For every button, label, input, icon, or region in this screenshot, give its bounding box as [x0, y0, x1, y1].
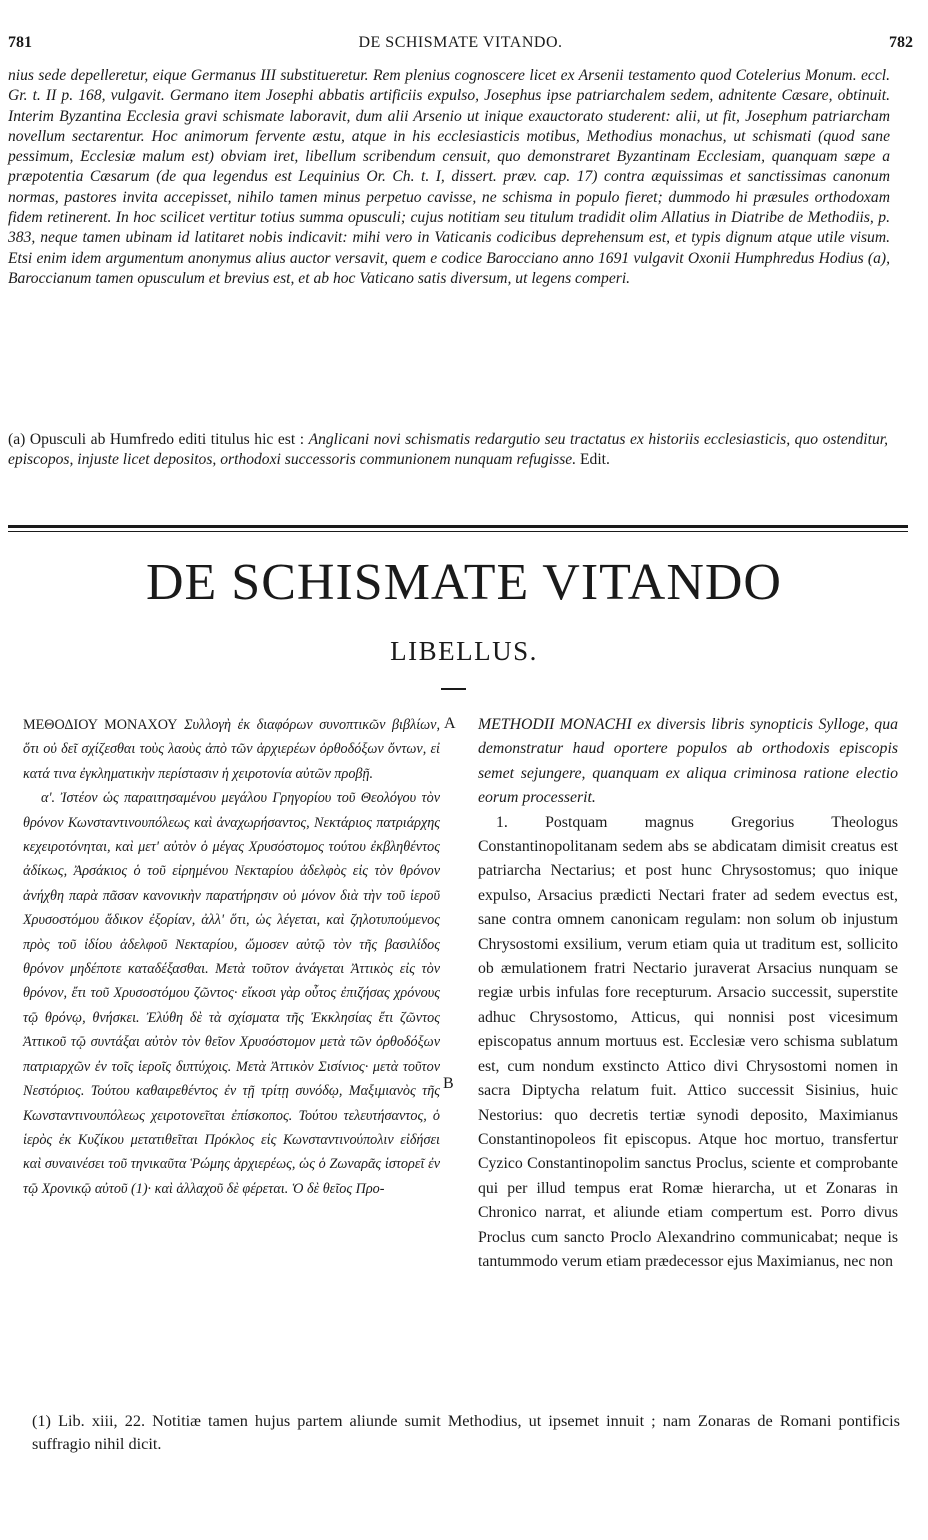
greek-column — [23, 713, 440, 1201]
page-number-right: 782 — [889, 34, 913, 51]
divider-thick — [8, 525, 908, 528]
running-title: DE SCHISMATE VITANDO. — [358, 34, 563, 51]
greek-heading-name: ΜΕΘΟΔΙΟΥ ΜΟΝΑΧΟΥ — [23, 717, 178, 733]
note-tail: Edit. — [576, 451, 610, 469]
running-header — [8, 34, 913, 56]
divider-thin — [8, 531, 908, 532]
greek-heading-rest: Συλλογὴ ἐκ διαφόρων συνοπτικῶν βιβλίων, ὅτι οὐ δεῖ σχίζεσθαι τοὺς λαοὺς ἀπὸ τῶν ἀρχιερέων ὀρθοδόξων ὄντων, εἰ κατά τινα ἐγκληματικὴν περίστασιν ἡ χειροτονία αὐτῶν προβῇ. — [23, 717, 440, 782]
page-number-left: 781 — [8, 34, 32, 51]
latin-heading: METHODII MONACHI ex diversis libris synopticis Sylloge, qua demonstratur haud oportere populos ab orthodoxis episcopis semet sejungere, quanquam ex aliqua criminosa ratione electio eorum processerit. — [478, 716, 898, 807]
note-lead: (a) Opusculi ab Humfredo editi titulus hic est : — [8, 431, 309, 448]
latin-column — [478, 713, 898, 1274]
margin-marker-a: A — [444, 715, 456, 732]
subtitle: LIBELLUS. — [390, 636, 538, 666]
note-title: Anglicani novi schismatis redargutio seu tractatus ex historiis ecclesiasticis, quo ostenditur, episcopos, injuste licet depositos, orthodoxi successoris communionem nunquam refugisse. — [8, 431, 888, 469]
greek-heading — [23, 713, 440, 786]
editor-note — [8, 430, 888, 470]
footnote: (1) Lib. xiii, 22. Notitiæ tamen hujus partem aliunde sumit Methodius, ut ipsemet innuit ; nam Zonaras de Romani pontificis suffragio nihil dicit. — [32, 1411, 900, 1453]
title-dash — [441, 688, 466, 690]
intro-paragraph: nius sede depelleretur, eique Germanus III substitueretur. Rem plenius cognoscere licet ex Arsenii testamento quod Cotelerius Monum. eccl. Gr. t. II p. 168, vulgavit. Germano item Josephi abbatis artificiis expulso, Josephus ipse patriarchalem sedem, adnitente Cæsare, obtinuit. Interim Byzantina Ecclesia gravi schismate laboravit, dum alii Arsenio ut inique exauctorato studerent: alii, ut fit, Josephum patriarcham novellum sectarentur. Hoc animorum fervente æstu, atque in his ecclesiasticis motibus, Methodius monachus, ut schismati (quod sane pessimum, Ecclesiæ malum est) obviam iret, libellum scribendum censuit, quo demonstraret Byzantinam Ecclesiam, quanquam sæpe a præpotentia Cæsarum (de qua legendus est Lequinius Or. Ch. t. I, dissert. præv. cap. 17) contra æquissimas et sanctissimas canonum normas, pastores invita accepisset, nihilo tamen minus perpetuo cavisse, ne schisma in populo fieret; dummodo hi præsules orthodoxam fidem retinerent. In hoc scilicet vertitur totius summa opusculi; cujus notitiam seu titulum tradidit olim Allatius in Diatribe de Methodiis, p. 383, neque tamen ubinam id latitaret nobis indicavit: mihi vero in Vaticanis codicibus deprehensum est, et typis dignum atque utile visum. Etsi enim idem argumentum anonymus alius auctor versavit, quem e codice Barocciano anno 1691 vulgavit Oxonii Humphredus Hodius (a), Baroccianum tamen opusculum et brevius est, et ab hoc Vaticano satis diversum, ut legens comperi. — [8, 67, 890, 287]
greek-body: α'. Ἰστέον ὡς παραιτησαμένου μεγάλου Γρηγορίου τοῦ Θεολόγου τὸν θρόνον Κωνσταντινουπόλεως καὶ ἀναχωρήσαντος, Νεκτάριος πατριάρχης κεχειροτόνηται, καὶ μετ' αὐτὸν ὁ μέγας Χρυσόστομος τούτου ἐκβληθέντος ἀδίκως, Ἀρσάκιος ὁ τοῦ εἰρημένου Νεκταρίου ἀδελφὸς εἰς τὸν θρόνον ἀνήχθη παρὰ πᾶσαν κανονικὴν παρατήρησιν οὐ μόνον διὰ τὴν τοῦ ἱεροῦ Χρυσοστόμου ἄδικον ἐξορίαν, ἀλλ' ὅτι, ὡς λέγεται, καὶ ζηλοτυπούμενος πρὸς τοῦ ἰδίου ἀδελφοῦ Νεκταρίου, ὤμοσεν αὐτῷ τὸν τῆς βασιλίδος θρόνον μηδέποτε καταδέξασθαι. Μετὰ τοῦτον ἀνάγεται Ἀττικὸς εἰς τὸν θρόνον, ἔτι τοῦ Χρυσοστόμου ζῶντος· εἴκοσι γὰρ οὗτος ἐπιζήσας χρόνους τῷ θρόνῳ, θνήσκει. Ἐλύθη δὲ τὰ σχίσματα τῆς Ἐκκλησίας ἔτι ζῶντος Ἀττικοῦ τῷ συντάξαι αὐτὸν τὸν θεῖον Χρυσόστομον μετὰ τῶν ὀρθοδόξων πατριαρχῶν ἐν τοῖς ἱεροῖς διπτύχοις. Μετὰ Ἀττικὸν Σισίνιος· μετὰ τοῦτον Νεστόριος. Τούτου καθαιρεθέντος ἐν τῇ τρίτῃ συνόδῳ, Μαξιμιανὸς τῆς Κωνσταντινουπόλεως χειροτονεῖται ἐπίσκοπος. Τούτου τελευτήσαντος, ὁ ἱερὸς ἐκ Κυζίκου μετατιθεῖται Πρόκλος εἰς Κωνσταντινούπολιν εἰδήσει καὶ συναινέσει τοῦ τηνικαῦτα Ῥώμης ἀρχιερέως, ὡς ὁ Ζωναρᾶς ἱστορεῖ ἐν τῷ Χρονικῷ αὐτοῦ (1)· καὶ ἀλλαχοῦ δὲ φέρεται. Ὁ δὲ θεῖος Προ- — [23, 790, 440, 1197]
margin-marker-b: B — [443, 1075, 454, 1092]
main-title: DE SCHISMATE VITANDO — [145, 554, 782, 611]
latin-body: 1. Postquam magnus Gregorius Theologus Constantinopolitanam sedem abs se abdicatam dimisit creatus est patriarcha Nectarius; et post hunc Chrysostomus; quo inique expulso, Arsacius prædicti Nectari frater ad sedem evectus est, sane contra omnem canonicam regulam: non solum ob injustum Chrysostomi exsilium, verum etiam quia ut traditum est, sollicito ob æmulationem fratri Nectario juraverat Arsacius nunquam se regiæ urbis infulas fore recepturum. Arsacio successit, superstite adhuc Chrysostomo, Atticus, qui nonnisi post vicesimum episcopatus annum mortuus est. Ecclesiæ vero schisma sublatum est, cum nondum exstincto Attico divi Chrysostomi nomen in sacra Diptycha relatum fuit. Attico successit Sisinius, huic Nestorius: quo decretis tertiæ synodi deposito, Maximianus Constantinopoleos fit episcopus. Atque hoc mortuo, transfertur Cyzico Constantinopolim sanctus Proclus, sciente et comprobante qui per illud tempus erat Romæ hierarcha, ut et Zonaras in Chronico narrat, et aliunde etiam compertum est. Porro divus Proclus cum sancto Proclo Alexandrino communicabat; neque is tantummodo verum etiam prædecessor ejus Maximianus, nec non — [478, 813, 898, 1270]
